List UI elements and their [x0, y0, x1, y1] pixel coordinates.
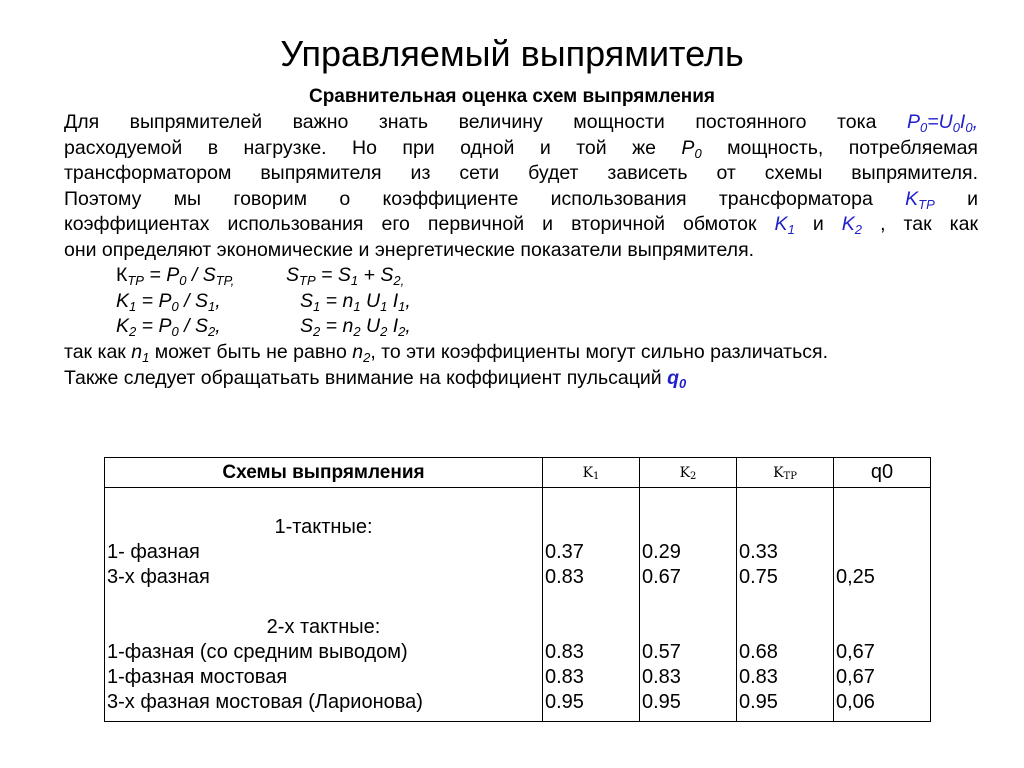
formula-row-ktp: $К_{TP} = P_0 / S_{TP,}$ $S_{TP} = S_1 + S_{2,}$ [116, 264, 405, 288]
ktp-values-cell [737, 488, 834, 722]
table-cell: 0.33 [739, 541, 778, 563]
comparison-table [104, 457, 931, 722]
paragraph-line-4: Поэтому мы говорим о коэффициенте использования трансформатора $K_{TP}$ и [64, 187, 978, 212]
paragraph-line-1: Для выпрямителей важно знать величину мощности постоянного тока $P_0=U_0I_0$, [64, 111, 978, 135]
table-cell: 0.95 [545, 691, 584, 713]
paragraph-line-5: коэффициентах использования его первичной и вторичной обмоток $K_1$ и $K_2$ , так как [64, 213, 978, 237]
table-row-name: 1- фазная [107, 541, 200, 563]
closing-line-1: так как $n_1$ может быть не равно $n_2$, то эти коэффициенты могут сильно различаться. [64, 341, 828, 365]
table-cell: 0,67 [836, 666, 875, 688]
table-cell: 0.83 [739, 666, 778, 688]
table-row-name: 3-х фазная мостовая (Ларионова) [107, 691, 423, 713]
group-label-2: 2-х тактные: [266, 616, 381, 638]
table-cell: 0.29 [642, 541, 681, 563]
section-subtitle: Сравнительная оценка схем выпрямления [308, 86, 715, 107]
intro-paragraph [64, 110, 978, 263]
closing-text [64, 340, 984, 391]
table-cell: 0,06 [836, 691, 875, 713]
closing-line-2: Также следует обращатьать внимание на коффициент пульсаций $q_0$ [64, 366, 687, 391]
k2-values-cell [640, 488, 737, 722]
table-cell: 0.95 [739, 691, 778, 713]
table-cell: 0.95 [642, 691, 681, 713]
table-cell: 0,67 [836, 641, 875, 663]
table-cell: 0.75 [739, 566, 778, 588]
page-title: Управляемый выпрямитель [280, 33, 744, 74]
header-k1: $K_1$ [543, 458, 640, 488]
table-cell [836, 540, 928, 565]
table-cell: 0.83 [545, 566, 584, 588]
table-cell: 0.83 [545, 641, 584, 663]
formulas-block [64, 263, 978, 340]
header-ktp: $K_{TP}$ [737, 458, 834, 488]
table-body-row [105, 488, 931, 722]
group-label-1: 1-тактные: [274, 516, 373, 538]
header-scheme: Схемы выпрямления [105, 458, 543, 488]
header-q0: q0 [834, 458, 931, 488]
table-cell: 0.57 [642, 641, 681, 663]
formula-row-k2: $K_2 = P_0 / S_2$, $S_2 = n_2$ $U_2$ $I_2$, [116, 315, 411, 339]
table-row-name: 3-х фазная [107, 566, 210, 588]
table-header-row [105, 458, 931, 488]
paragraph-line-3: трансформатором выпрямителя из сети будет зависеть от схемы выпрямителя. [64, 162, 978, 184]
k1-values-cell [543, 488, 640, 722]
table-cell: 0.83 [642, 666, 681, 688]
table-cell: 0.83 [545, 666, 584, 688]
formula-row-k1: $K_1 = P_0 / S_1$, $S_1 = n_1$ $U_1$ $I_1$, [116, 289, 411, 314]
paragraph-line-6: они определяют экономические и энергетические показатели выпрямителя. [64, 238, 755, 261]
header-k2: $K_2$ [640, 458, 737, 488]
table-cell: 0.37 [545, 541, 584, 563]
table-row-name: 1-фазная мостовая [107, 666, 288, 688]
table-cell: 0.67 [642, 566, 681, 588]
scheme-names-cell [105, 488, 543, 722]
table-cell: 0,25 [836, 566, 875, 588]
paragraph-line-2: расходуемой в нагрузке. Но при одной и той же $P_0$ мощность, потребляемая [64, 136, 978, 161]
q0-values-cell [834, 488, 931, 722]
table-cell: 0.68 [739, 641, 778, 663]
table-row-name: 1-фазная (со средним выводом) [107, 641, 408, 663]
